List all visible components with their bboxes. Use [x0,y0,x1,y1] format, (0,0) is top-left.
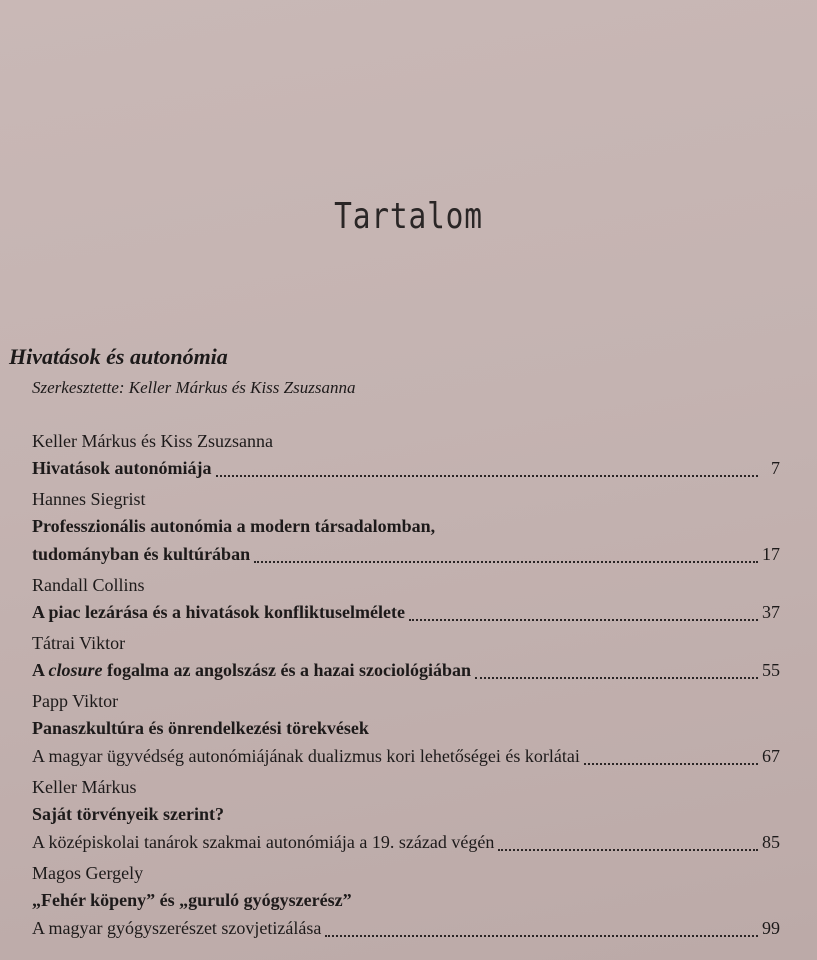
entry-subtitle: A középiskolai tanárok szakmai autonómiája a 19. század végén [32,832,495,852]
entry-title: tudományban és kultúrában [32,544,251,564]
entry-subtitle-line [32,828,780,856]
page-title: Tartalom [334,196,483,237]
entry-page: 37 [762,602,780,622]
entry-page: 55 [762,660,780,680]
toc-entry [32,630,780,684]
section-title: Hivatások és autonómia [9,344,228,369]
entry-title: Saját törvényeik szerint? [32,804,224,824]
entry-title: Professzionális autonómia a modern társadalomban, [32,516,436,536]
entry-title-line [32,598,780,626]
entry-title-line [32,454,780,482]
entry-title-post: fogalma az angolszász és a hazai szociológiában [102,660,471,680]
entry-page: 85 [762,832,780,852]
dot-leader [216,473,758,477]
entry-title [32,656,471,684]
dot-leader [584,761,758,765]
entry-author: Magos Gergely [32,863,144,883]
entry-page: 67 [762,746,780,766]
toc-entry [32,774,780,856]
entry-subtitle-line [32,742,780,770]
toc-entry [32,688,780,770]
toc-entry [32,860,780,942]
toc-entry [32,486,780,568]
entry-author: Papp Viktor [32,691,119,711]
entry-title: Panaszkultúra és önrendelkezési törekvések [32,718,369,738]
entry-subtitle-line [32,914,780,942]
entry-title: A piac lezárása és a hivatások konfliktuselmélete [32,602,405,622]
entry-title-line [32,512,780,540]
dot-leader [498,847,758,851]
entry-author: Keller Márkus [32,777,137,797]
entry-author: Randall Collins [32,575,145,595]
entry-title-pre: A [32,660,49,680]
entry-title-line [32,800,780,828]
entry-title-line [32,886,780,914]
dot-leader [409,617,758,621]
table-of-contents [32,428,780,946]
dot-leader [254,559,758,563]
entry-title: „Fehér köpeny” és „guruló gyógyszerész” [32,890,352,910]
entry-title-line [32,714,780,742]
dot-leader [325,933,758,937]
entry-title: Hivatások autonómiája [32,458,212,478]
entry-author: Keller Márkus és Kiss Zsuzsanna [32,431,273,451]
entry-author: Hannes Siegrist [32,489,146,509]
entry-page: 17 [762,544,780,564]
section-editors: Szerkesztette: Keller Márkus és Kiss Zsuzsanna [32,378,356,397]
entry-title-emphasis: closure [48,660,103,680]
entry-page: 7 [771,458,780,478]
entry-author: Tátrai Viktor [32,633,126,653]
toc-entry [32,572,780,626]
toc-entry [32,428,780,482]
entry-subtitle: A magyar gyógyszerészet szovjetizálása [32,918,322,938]
entry-page: 99 [762,918,780,938]
entry-title-line [32,540,780,568]
entry-title-line [32,656,780,684]
entry-subtitle: A magyar ügyvédség autonómiájának dualizmus kori lehetőségei és korlátai [32,746,580,766]
dot-leader [475,675,758,679]
